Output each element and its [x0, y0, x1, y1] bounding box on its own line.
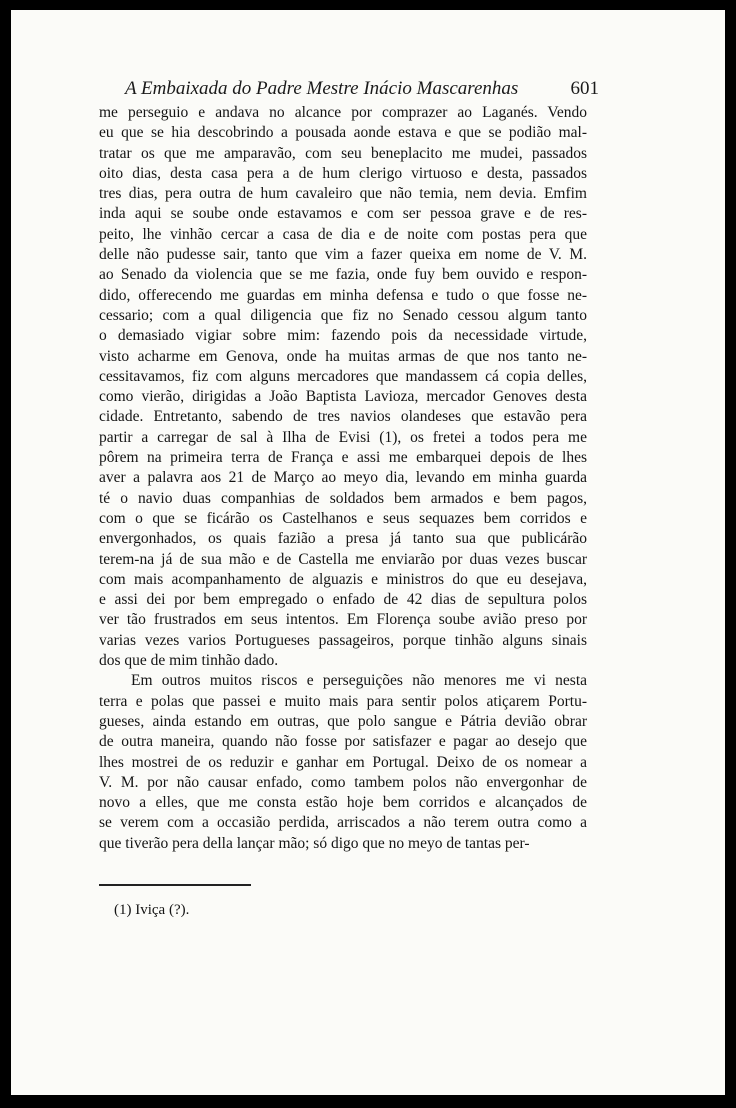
text-line: se verem com a occasião perdida, arriscados a não terem outra como a — [99, 814, 587, 832]
text-line: Em outros muitos riscos e perseguições não menores me vi nesta — [131, 672, 587, 690]
text-line: com mais acompanhamento de alguazis e ministros do que eu desejava, — [99, 570, 587, 588]
text-line: peito, lhe vinhão cercar a casa de dia e de noite com postas pera que — [99, 225, 587, 243]
text-line: gueses, ainda estando em outras, que polo sangue e Pátria devião obrar — [99, 712, 587, 730]
text-line: cessitavamos, fiz com alguns mercadores que mandassem cá copia delles, — [99, 367, 587, 385]
text-line: envergonhados, os quais fazião a presa já tanto sua que publicárão — [99, 530, 587, 548]
text-line: delle não pudesse sair, tanto que vim a fazer queixa em nome de V. M. — [99, 246, 587, 264]
text-line: e assi dei por bem empregado o enfado de 42 dias de sepultura polos — [99, 591, 587, 609]
text-line: aver a palavra aos 21 de Março ao meyo dia, levando em minha guarda — [99, 469, 587, 487]
text-line: como vierão, dirigidas a João Baptista Lavioza, mercador Genoves desta — [99, 388, 587, 406]
footnote-rule — [99, 884, 251, 886]
text-line: varias vezes varios Portugueses passageiros, porque tinhão alguns sinais — [99, 631, 587, 649]
text-line: novo a elles, que me consta estão hoje bem corridos e alcançados de — [99, 794, 587, 812]
paragraph — [99, 671, 587, 854]
text-line: tratar os que me amparavão, com seu beneplacito me mudei, passados — [99, 144, 587, 162]
running-title: A Embaixada do Padre Mestre Inácio Mascarenhas — [125, 78, 519, 99]
paragraph — [99, 103, 587, 671]
text-line: de outra maneira, quando não fosse por satisfazer e pagar ao desejo que — [99, 733, 587, 751]
text-line: té o navio duas companhias de soldados bem armados e bem pagos, — [99, 489, 587, 507]
text-line: tres dias, pera outra de hum cavaleiro que não temia, nem devia. Emfim — [99, 185, 587, 203]
text-line: visto acharme em Genova, onde ha muitas armas de que nos tanto ne- — [99, 347, 587, 365]
text-line: V. M. por não causar enfado, como tambem polos não envergonhar de — [99, 773, 587, 791]
text-line: o demasiado vigiar sobre mim: fazendo pois da necessidade virtude, — [99, 327, 587, 345]
text-line: dido, offerecendo me guardas em minha defensa e tudo o que fosse ne- — [99, 286, 587, 304]
footnote: (1) Iviça (?). — [114, 902, 190, 918]
page-number: 601 — [570, 78, 599, 99]
text-line: terra e polas que passei e muito mais para sentir polos atiçarem Portu- — [99, 692, 587, 710]
text-line: dos que de mim tinhão dado. — [99, 652, 279, 670]
text-line: pôrem na primeira terra de França e assi me embarquei depois de lhes — [99, 449, 587, 467]
text-line: terem-na já de sua mão e de Castella me enviarão por duas vezes buscar — [99, 550, 587, 568]
body-text — [99, 103, 587, 854]
text-line: oito dias, desta casa pera a de hum clerigo virtuoso e desta, passados — [99, 164, 587, 182]
text-line: lhes mostrei de os reduzir e ganhar em Portugal. Deixo de os nomear a — [99, 753, 587, 771]
text-line: eu que se hia descobrindo a pousada aonde estava e que se podião mal- — [99, 124, 587, 142]
text-line: ao Senado da violencia que se me fazia, onde fuy bem ouvido e respon- — [99, 266, 587, 284]
text-line: cessario; com a qual diligencia que fiz no Senado cessou algum tanto — [99, 306, 587, 324]
text-line: ver tão frustrados em seus intentos. Em Florença soube avião preso por — [99, 611, 587, 629]
text-line: inda aqui se soube onde estavamos e com ser pessoa grave e de res- — [99, 205, 587, 223]
text-line: com o que se ficárão os Castelhanos e seus sequazes bem corridos e — [99, 509, 587, 527]
text-line: cidade. Entretanto, sabendo de tres navios olandeses que estavão pera — [99, 408, 587, 426]
text-line: me perseguio e andava no alcance por comprazer ao Laganés. Vendo — [99, 104, 587, 121]
text-line: partir a carregar de sal à Ilha de Evisi (1), os fretei a todos pera me — [99, 428, 587, 446]
text-line: que tiverão pera della lançar mão; só digo que no meyo de tantas per- — [99, 834, 530, 852]
